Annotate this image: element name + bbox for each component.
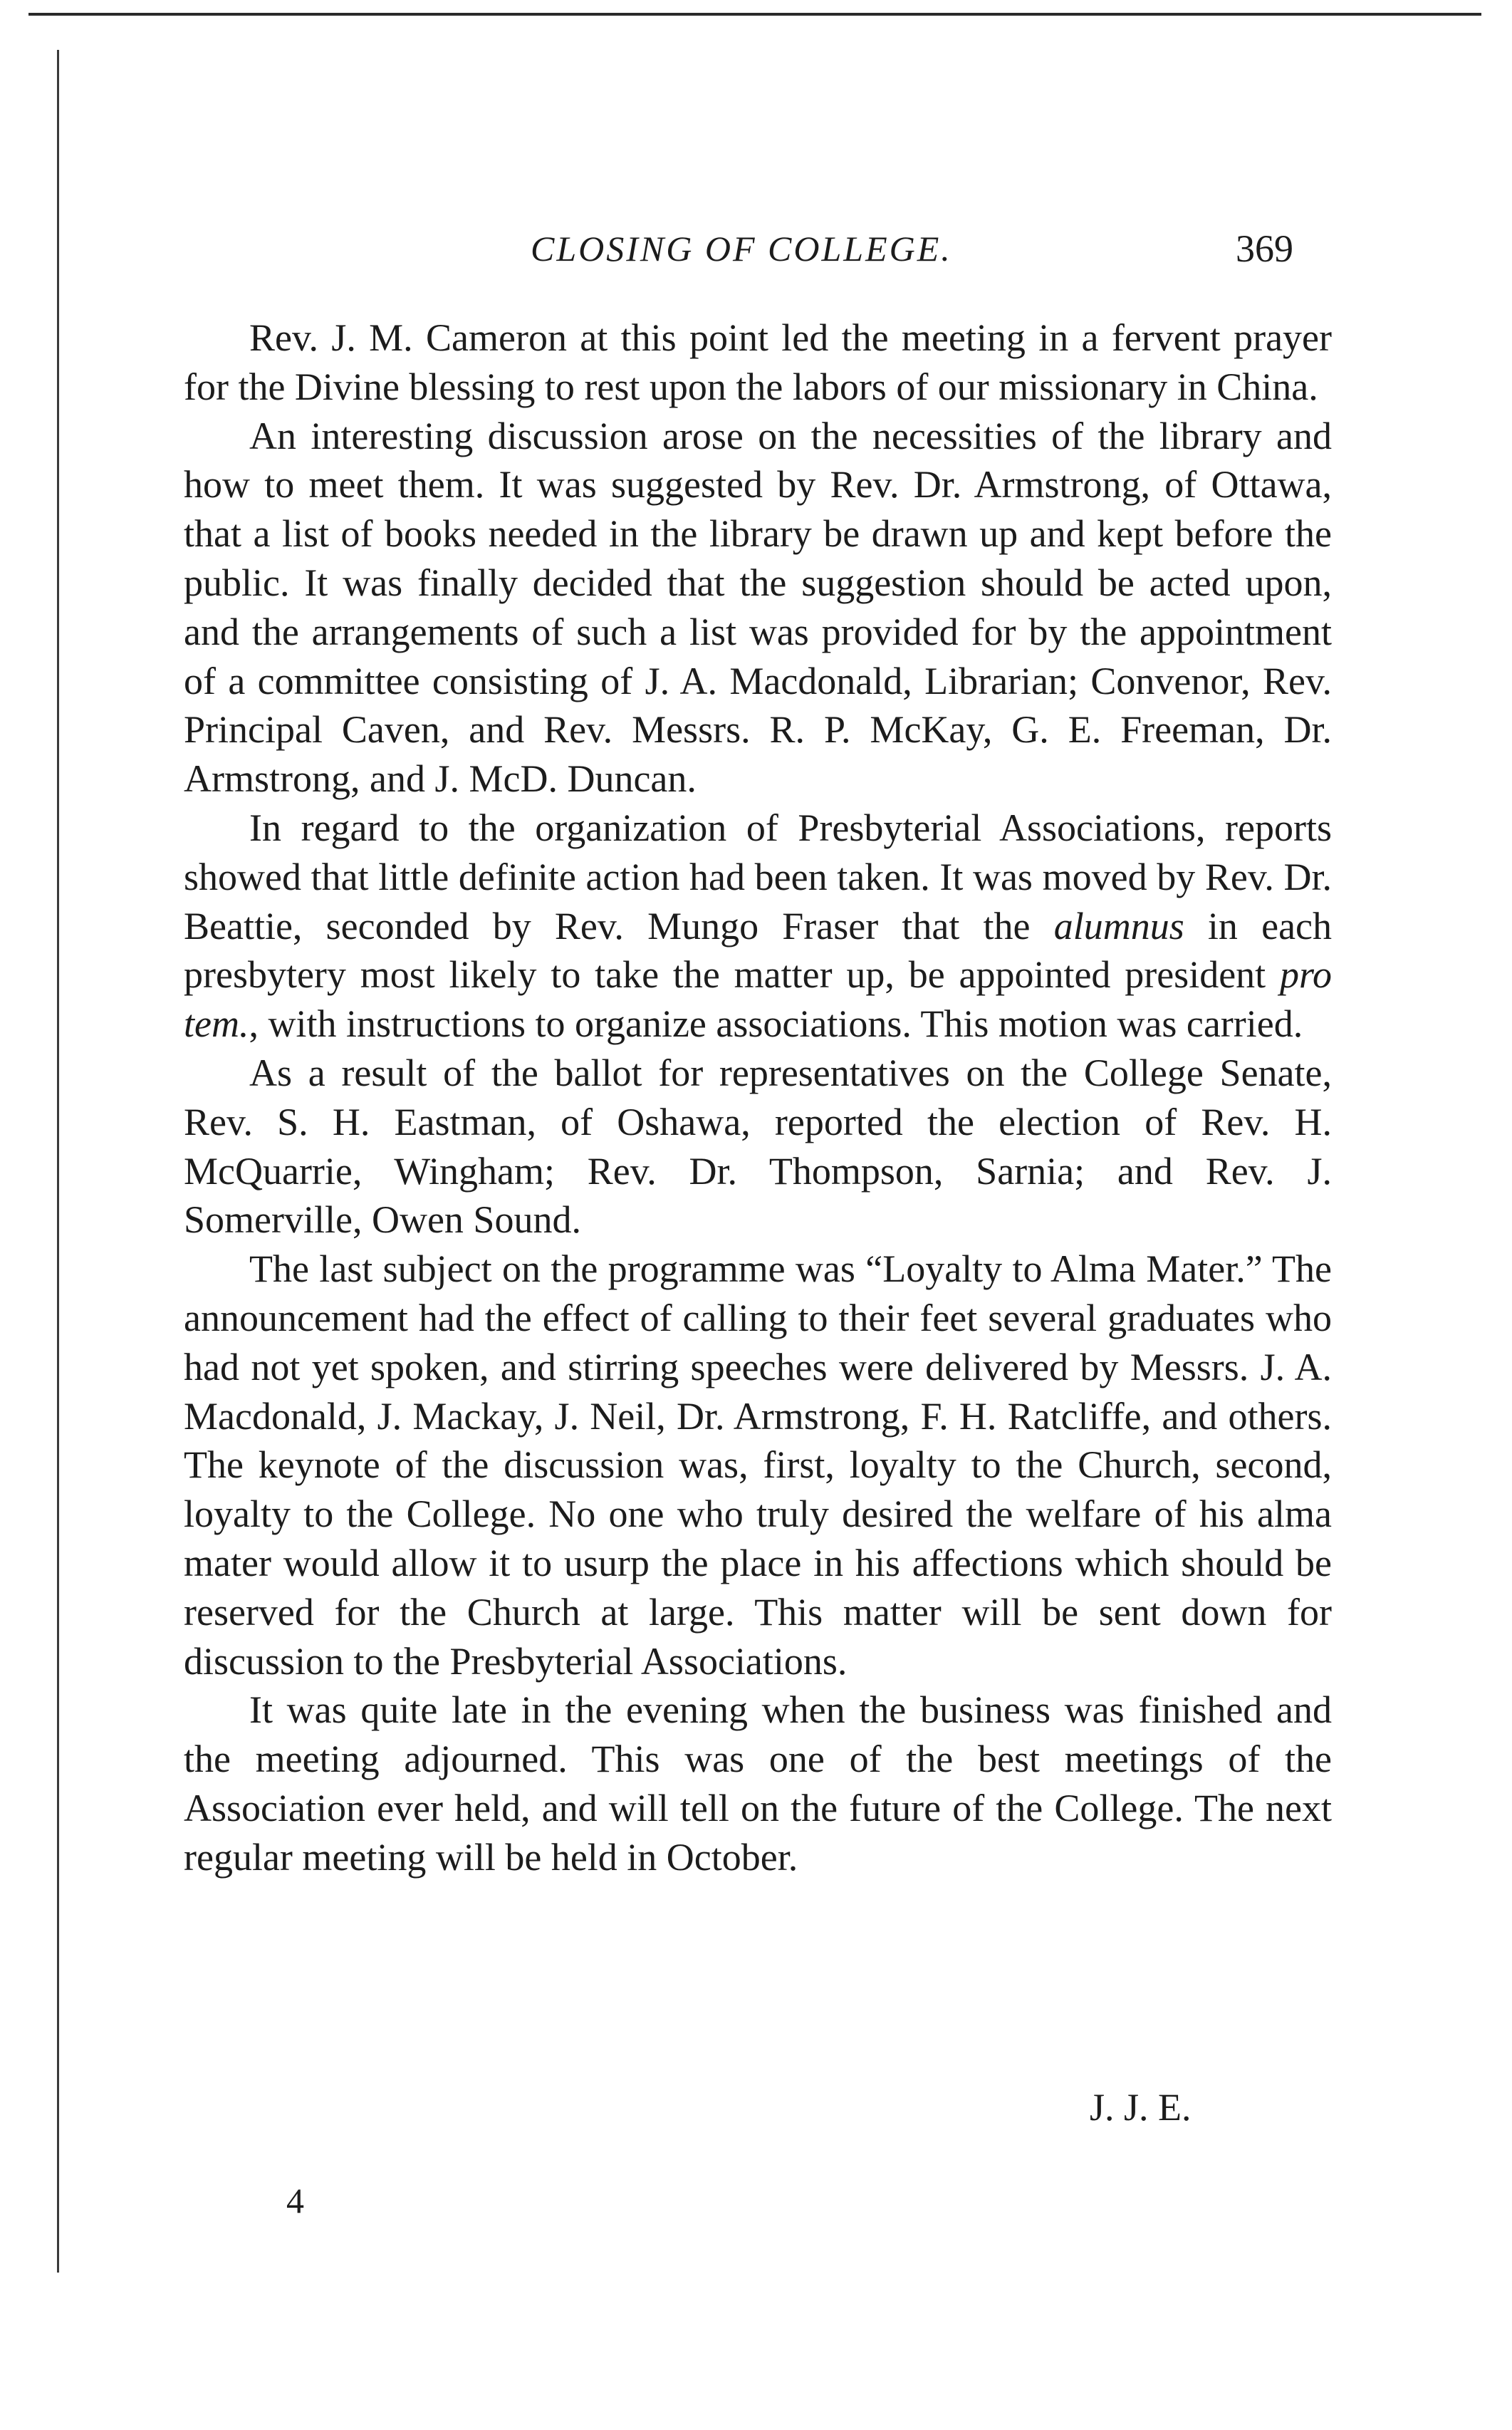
page-number: 369 [1236,227,1293,270]
paragraph-associations-text-b: in each presbytery most likely to take the matter up, be appointed president [184,904,1333,997]
alumnus-italic: alumnus [1053,904,1184,947]
paragraph-associations-text-a: In regard to the organization of Presbyterial Associations, reports showed that little definite action had been taken. It was moved by Rev. Dr. Beattie, seconded by Rev. Mungo Fraser that the [184,806,1332,947]
paragraph-library: An interesting discussion arose on the necessities of the library and how to meet them. It was suggested by Rev. Dr. Armstrong, of Ottawa, that a list of books needed in the library be drawn up and kept before the public. It was finally decided that the suggestion should be acted upon, and the arrangements of such a list was provided for by the appointment of a committee consisting of J. A. Macdonald, Librarian; Convenor, Rev. Principal Caven, and Rev. Messrs. R. P. McKay, G. E. Freeman, Dr. Armstrong, and J. McD. Duncan. [184,414,1332,801]
pro-tem-italic: pro tem. [184,953,1332,1046]
paragraph-senate-ballot: As a result of the ballot for representatives on the College Senate, Rev. S. H. Eastman, of Oshawa, reported the election of Rev. H. McQuarrie, Wingham; Rev. Dr. Thompson, Sarnia; and Rev. J. Somerville, Owen Sound. [184,1051,1332,1242]
page-body [184,313,1332,1882]
paragraph-associations-text-c: , with instructions to organize associations. This motion was carried. [249,1002,1303,1046]
scan-left-border [57,50,59,2273]
paragraph-prayer: Rev. J. M. Cameron at this point led the meeting in a fervent prayer for the Divine blessing to rest upon the labors of our missionary in China. [184,316,1332,408]
signature-mark: 4 [286,2181,304,2221]
paragraph-loyalty: The last subject on the programme was “Loyalty to Alma Mater.” The announcement had the effect of calling to their feet several graduates who had not yet spoken, and stirring speeches were delivered by Messrs. J. A. Macdonald, J. Mackay, J. Neil, Dr. Armstrong, F. H. Ratcliffe, and others. The keynote of the discussion was, first, loyalty to the Church, second, loyalty to the College. No one who truly desired the welfare of his alma mater would allow it to usurp the place in his affections which should be reserved for the Church at large. This matter will be sent down for discussion to the Presbyterial Associations. [184,1247,1332,1683]
signature: J. J. E. [1090,2086,1192,2129]
scan-top-border [28,13,1481,16]
paragraph-associations [184,804,1332,1049]
running-title: CLOSING OF COLLEGE. [531,229,952,269]
paragraph-closing: It was quite late in the evening when the business was finished and the meeting adjourned. This was one of the best meetings of the Association ever held, and will tell on the future of the College. The next regular meeting will be held in October. [184,1688,1332,1879]
